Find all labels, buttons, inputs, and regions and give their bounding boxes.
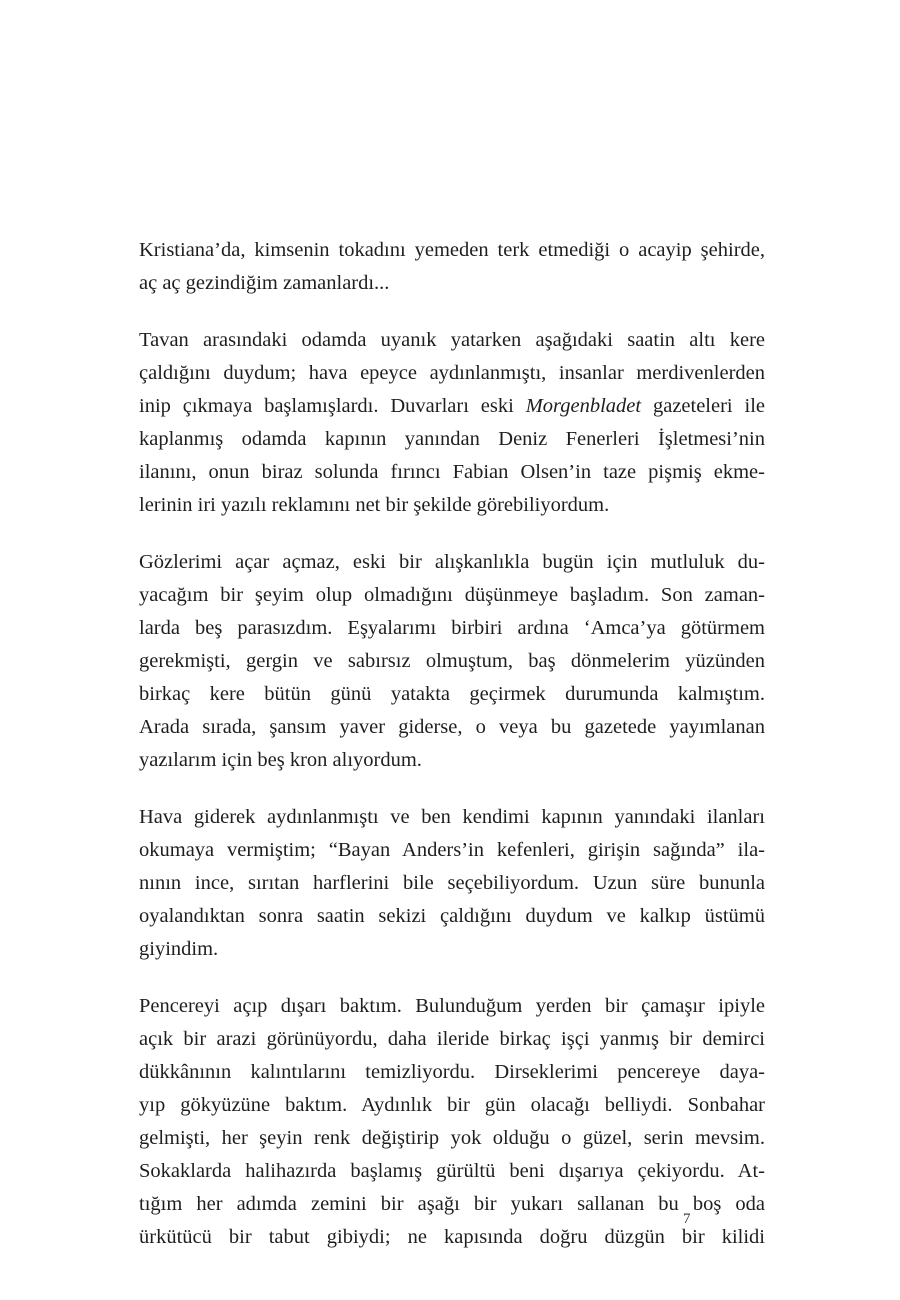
text-line: ürkütücü bir tabut gibiydi; ne kapısında doğru düzgün bir kilidi — [139, 1226, 765, 1248]
paragraph — [139, 324, 765, 522]
text-line: aç aç gezindiğim zamanlardı... — [139, 272, 390, 294]
text-line: Sokaklarda halihazırda başlamış gürültü beni dışarıya çekiyordu. At- — [139, 1160, 765, 1182]
text-line: tığım her adımda zemini bir aşağı bir yukarı sallanan bu boş oda — [139, 1193, 765, 1215]
text-line: okumaya vermiştim; “Bayan Anders’in kefenleri, girişin sağında” ila- — [139, 839, 765, 861]
text-line: oyalandıktan sonra saatin sekizi çaldığını duydum ve kalkıp üstümü — [139, 905, 765, 927]
paragraph — [139, 801, 765, 966]
italic-title: Morgenbladet — [525, 395, 642, 417]
text-line: dükkânının kalıntılarını temizliyordu. Dirseklerimi pencereye daya- — [139, 1061, 765, 1083]
text-line: yazılarım için beş kron alıyordum. — [139, 749, 422, 771]
paragraph — [139, 546, 765, 777]
text-line: yacağım bir şeyim olup olmadığını düşünmeye başladım. Son zaman- — [139, 584, 765, 606]
text-line: ilanını, onun biraz solunda fırıncı Fabian Olsen’in taze pişmiş ekme- — [139, 461, 765, 483]
page-number: 7 — [683, 1211, 691, 1227]
text-line: giyindim. — [139, 938, 219, 960]
text-line: Arada sırada, şansım yaver giderse, o veya bu gazetede yayımlanan — [139, 716, 765, 738]
text-line: lerinin iri yazılı reklamını net bir şekilde görebiliyordum. — [139, 494, 610, 516]
text-line: gerekmişti, gergin ve sabırsız olmuştum, baş dönmelerim yüzünden — [139, 650, 765, 672]
text-line: açık bir arazi görünüyordu, daha ileride birkaç işçi yanmış bir demirci — [139, 1028, 765, 1050]
text-line: yıp gökyüzüne baktım. Aydınlık bir gün olacağı belliydi. Sonbahar — [139, 1094, 765, 1116]
text-line: Tavan arasındaki odamda uyanık yatarken aşağıdaki saatin altı kere — [139, 329, 765, 351]
text-line: inip çıkmaya başlamışlardı. Duvarları eski Morgenbladet gazeteleri ile — [139, 395, 765, 417]
text-line: Hava giderek aydınlanmıştı ve ben kendimi kapının yanındaki ilanları — [139, 806, 765, 828]
text-line: Kristiana’da, kimsenin tokadını yemeden terk etmediği o acayip şehirde, — [139, 239, 765, 261]
text-line: Pencereyi açıp dışarı baktım. Bulunduğum yerden bir çamaşır ipiyle — [139, 995, 765, 1017]
text-line: gelmişti, her şeyin renk değiştirip yok olduğu o güzel, serin mevsim. — [139, 1127, 765, 1149]
text-line: çaldığını duydum; hava epeyce aydınlanmıştı, insanlar merdivenlerden — [139, 362, 765, 384]
page-body — [139, 234, 765, 1278]
text-line: larda beş parasızdım. Eşyalarımı birbiri ardına ‘Amca’ya götürmem — [139, 617, 765, 639]
paragraph — [139, 234, 765, 300]
text-line: nının ince, sırıtan harflerini bile seçebiliyordum. Uzun süre bununla — [139, 872, 765, 894]
text-line: kaplanmış odamda kapının yanından Deniz Fenerleri İşletmesi’nin — [139, 428, 765, 450]
paragraph — [139, 990, 765, 1254]
text-line: birkaç kere bütün günü yatakta geçirmek durumunda kalmıştım. — [139, 683, 765, 705]
text-line: Gözlerimi açar açmaz, eski bir alışkanlıkla bugün için mutluluk du- — [139, 551, 765, 573]
